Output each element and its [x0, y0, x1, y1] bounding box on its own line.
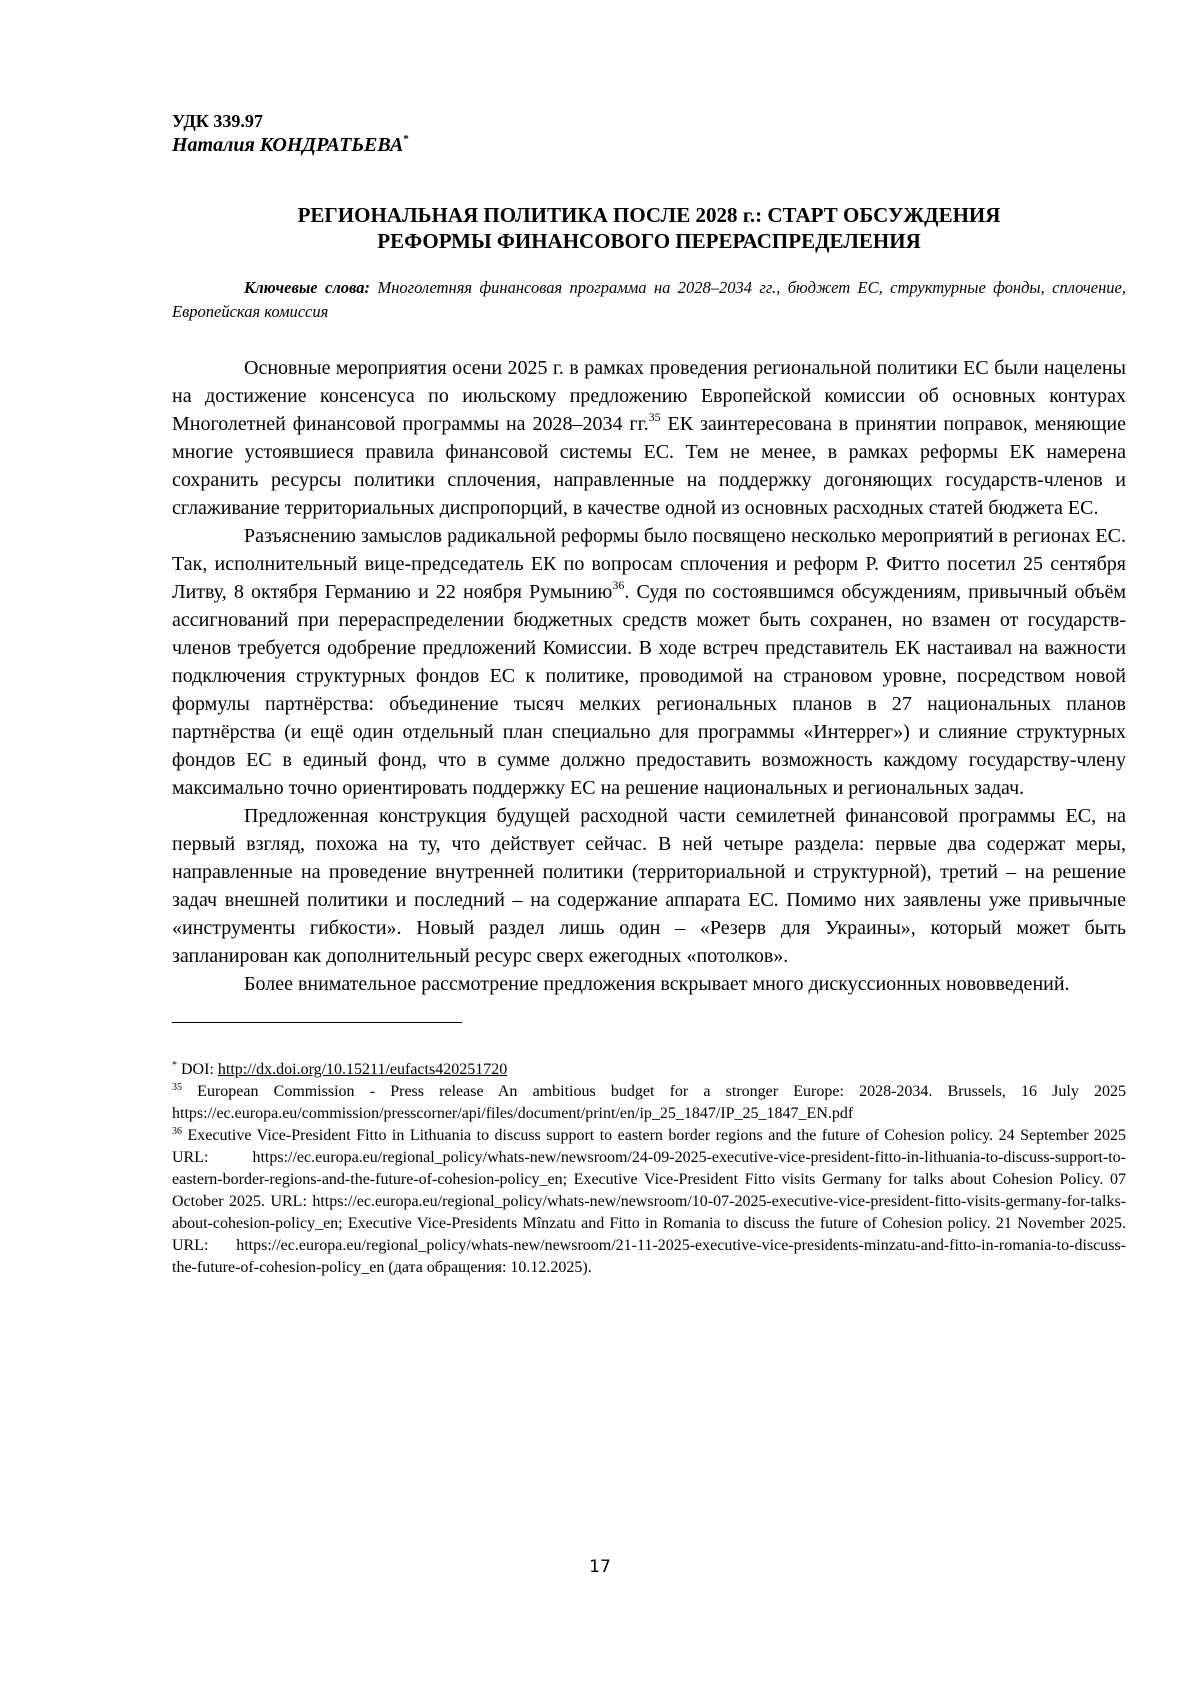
paragraph-1 — [172, 354, 1126, 522]
udk-code: УДК 339.97 — [172, 111, 263, 131]
paragraph-2-text-a: Разъяснению замыслов радикальной реформы было посвящено несколько мероприятий в регионах ЕС. Так, исполнительный вице-председатель ЕК по вопросам сплочения и реформ Р. Фитто посетил 25 сентября Литву, 8 октября Германию и 22 ноября Румынию — [172, 525, 1126, 603]
doi-link[interactable]: http://dx.doi.org/10.15211/eufacts420251720 — [217, 1061, 508, 1078]
footnote-35-mark: 35 — [172, 1082, 182, 1093]
keywords-label: Ключевые слова: — [244, 278, 371, 297]
paragraph-1-text-b: ЕК заинтересована в принятии поправок, меняющие многие устоявшиеся правила финансовой системы ЕС. Тем не менее, в рамках реформы ЕК намерена сохранить ресурсы политики сплочения, направленные на поддержку догоняющих государств-членов и сглаживание территориальных диспропорций, в качестве одной из основных расходных статей бюджета ЕС. — [172, 413, 1126, 519]
footnote-36-mark: 36 — [172, 1126, 182, 1137]
page-content — [172, 110, 1126, 1279]
author-name — [172, 132, 1126, 158]
paragraph-4: Более внимательное рассмотрение предложения вскрывает много дискуссионных нововведений. — [244, 973, 1070, 995]
paragraph-2-text-b: . Судя по состоявшимся обсуждениям, привычный объём ассигнований при перераспределении бюджетных средств может быть сохранен, но взамен от государств-членов требуется одобрение предложений Комиссии. В ходе встреч представитель ЕК настаивал на важности подключения структурных фондов ЕС к политике, проводимой на страновом уровне, посредством новой формулы партнёрства: объединение тысяч мелких региональных планов в 27 национальных планов партнёрства (и ещё один отдельный план специально для программы «Интеррег») и слияние структурных фондов ЕС в единый фонд, что в сумме должно предоставить возможность каждому государству-члену максимально точно ориентировать поддержку ЕС на решение национальных и региональных задач. — [172, 581, 1127, 799]
footnote-doi — [172, 1059, 1126, 1081]
author-name-text: Наталия КОНДРАТЬЕВА — [172, 134, 404, 156]
footnote-35-text: European Commission - Press release An ambitious budget for a stronger Europe: 2028-2034. Brussels, 16 July 2025 https://ec.europa.eu/commission/presscorner/api/files/document/print/en/ip_25_1847/IP_25_1847_EN.pdf — [172, 1083, 1126, 1122]
keywords — [172, 276, 1126, 324]
article-title — [172, 202, 1126, 254]
footnote-doi-label: DOI: — [177, 1061, 218, 1078]
article-title-line-1: РЕГИОНАЛЬНАЯ ПОЛИТИКА ПОСЛЕ 2028 г.: СТАРТ ОБСУЖДЕНИЯ — [297, 203, 1001, 227]
article-title-line-2: РЕФОРМЫ ФИНАНСОВОГО ПЕРЕРАСПРЕДЕЛЕНИЯ — [377, 229, 921, 253]
author-footnote-mark: * — [403, 133, 409, 145]
keywords-text: Многолетняя финансовая программа на 2028–2034 гг., бюджет ЕС, структурные фонды, сплочение, Европейская комиссия — [172, 278, 1126, 321]
footnote-36-text: Executive Vice-President Fitto in Lithuania to discuss support to eastern border regions and the future of Cohesion policy. 24 September 2025 URL: https://ec.europa.eu/regional_policy/whats-new/newsroom/24-09-2025-executive-vice-president-fitto-in-lithuania-to-discuss-support-to-eastern-border-regions-and-the-future-of-cohesion-policy_en; Executive Vice-President Fitto visits Germany for talks about Cohesion Policy. 07 October 2025. URL: https://ec.europa.eu/regional_policy/whats-new/newsroom/10-07-2025-executive-vice-president-fitto-visits-germany-for-talks-about-cohesion-policy_en; Executive Vice-Presidents Mînzatu and Fitto in Romania to discuss the future of Cohesion policy. 21 November 2025. URL: https://ec.europa.eu/regional_policy/whats-new/newsroom/21-11-2025-executive-vice-presidents-minzatu-and-fitto-in-romania-to-discuss-the-future-of-cohesion-policy_en (дата обращения: 10.12.2025). — [172, 1127, 1126, 1276]
page-number: 17 — [589, 1557, 611, 1577]
paragraph-2 — [172, 522, 1126, 802]
paragraph-3: Предложенная конструкция будущей расходной части семилетней финансовой программы ЕС, на первый взгляд, похожа на ту, что действует сейчас. В ней четыре раздела: первые два содержат меры, направленные на проведение внутренней политики (территориальной и структурной), третий – на решение задач внешней политики и последний – на содержание аппарата ЕС. Помимо них заявлены уже привычные «инструменты гибкости». Новый раздел лишь один – «Резерв для Украины», который может быть запланирован как дополнительный ресурс сверх ежегодных «потолков». — [172, 805, 1126, 967]
footnote-doi-mark: * — [172, 1060, 177, 1071]
footnote-35 — [172, 1081, 1126, 1125]
footnotes — [172, 1059, 1126, 1279]
article-body — [172, 354, 1126, 998]
footnote-separator — [172, 1022, 462, 1023]
footnote-ref-35: 35 — [648, 410, 661, 424]
paragraph-1-text-a: Основные мероприятия осени 2025 г. в рамках проведения региональной политики ЕС были нацелены на достижение консенсуса по июльскому предложению Европейской комиссии об основных контурах Многолетней финансовой программы на 2028–2034 гг. — [172, 357, 1126, 435]
footnote-36 — [172, 1125, 1126, 1279]
footnote-ref-36: 36 — [612, 578, 625, 592]
